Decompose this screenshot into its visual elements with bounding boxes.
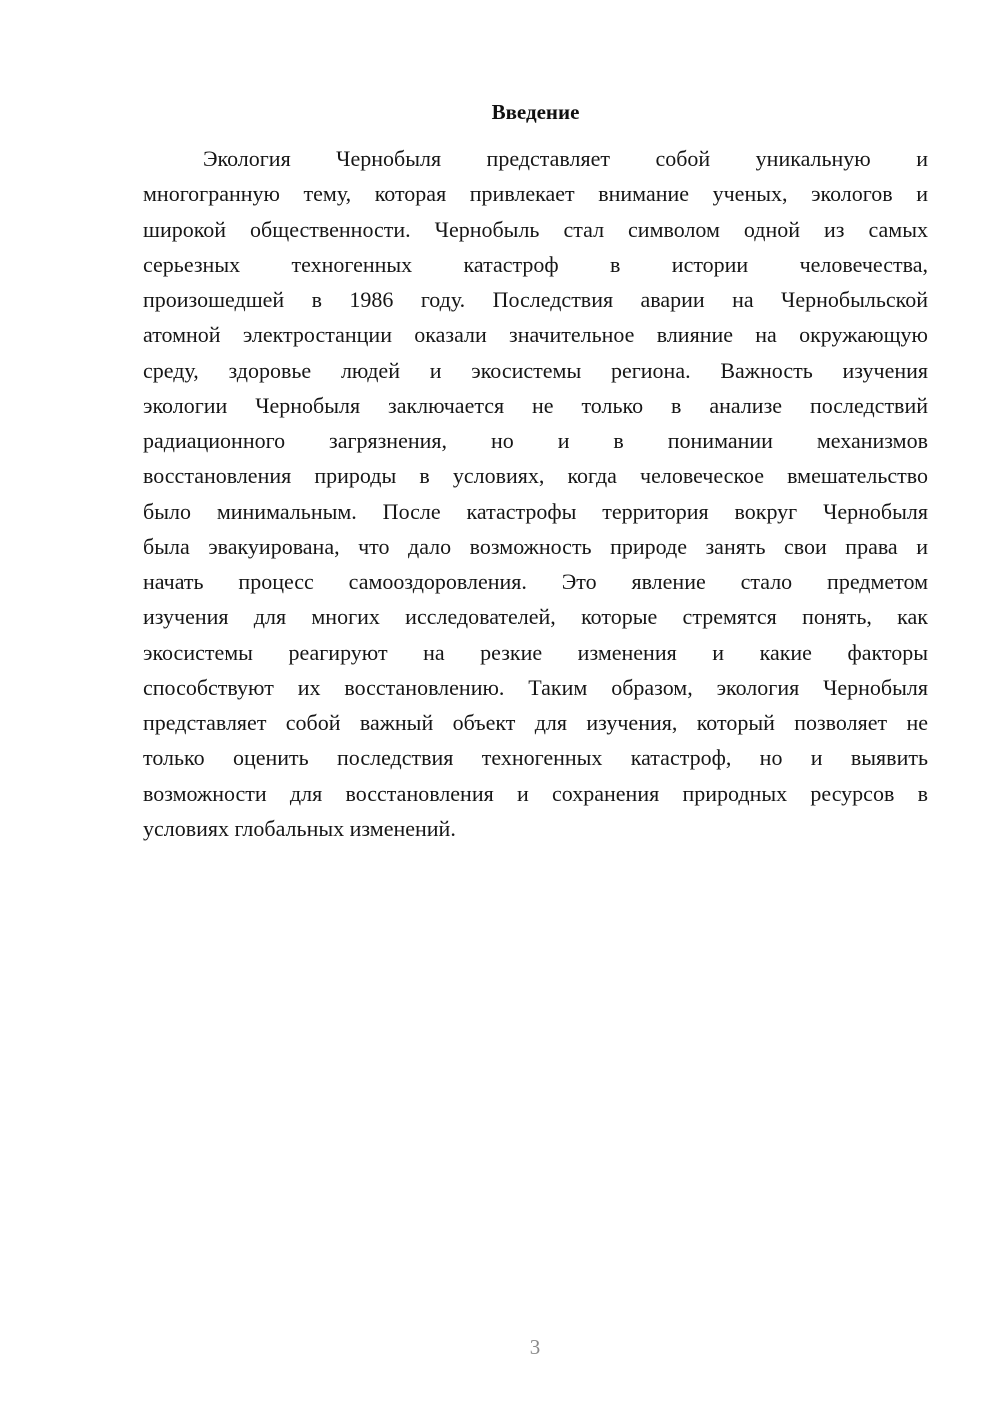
paragraph-line: была эвакуирована, что дало возможность природе занять свои права и bbox=[143, 533, 928, 559]
body-paragraph bbox=[143, 141, 928, 846]
page-number: 3 bbox=[529, 1335, 541, 1359]
paragraph-line: произошедшей в 1986 году. Последствия аварии на Чернобыльской bbox=[143, 287, 928, 312]
paragraph-line: среду, здоровье людей и экосистемы региона. Важность изучения bbox=[143, 357, 928, 383]
paragraph-line: восстановления природы в условиях, когда человеческое вмешательство bbox=[143, 463, 928, 489]
section-heading: Введение bbox=[491, 100, 580, 124]
paragraph-line: многогранную тему, которая привлекает внимание ученых, экологов и bbox=[143, 181, 928, 207]
paragraph-line: изучения для многих исследователей, которые стремятся понять, как bbox=[143, 604, 928, 630]
paragraph-line: экосистемы реагируют на резкие изменения и какие факторы bbox=[143, 639, 928, 665]
paragraph-line: способствуют их восстановлению. Таким образом, экология Чернобыля bbox=[143, 674, 928, 700]
paragraph-line: экологии Чернобыля заключается не только в анализе последствий bbox=[143, 392, 928, 418]
paragraph-line: атомной электростанции оказали значительное влияние на окружающую bbox=[143, 322, 928, 348]
paragraph-line: возможности для восстановления и сохранения природных ресурсов в bbox=[143, 780, 928, 806]
paragraph-line: начать процесс самооздоровления. Это явление стало предметом bbox=[143, 569, 928, 594]
paragraph-line: серьезных техногенных катастроф в истории человечества, bbox=[143, 251, 928, 277]
paragraph-line: Экология Чернобыля представляет собой уникальную и bbox=[203, 146, 928, 171]
paragraph-line: широкой общественности. Чернобыль стал символом одной из самых bbox=[143, 216, 928, 242]
paragraph-line: только оценить последствия техногенных катастроф, но и выявить bbox=[143, 745, 928, 771]
paragraph-line: условиях глобальных изменений. bbox=[143, 815, 456, 841]
paragraph-line: представляет собой важный объект для изучения, который позволяет не bbox=[143, 710, 928, 735]
paragraph-line: было минимальным. После катастрофы территория вокруг Чернобыля bbox=[143, 498, 928, 524]
paragraph-line: радиационного загрязнения, но и в понимании механизмов bbox=[143, 428, 928, 453]
